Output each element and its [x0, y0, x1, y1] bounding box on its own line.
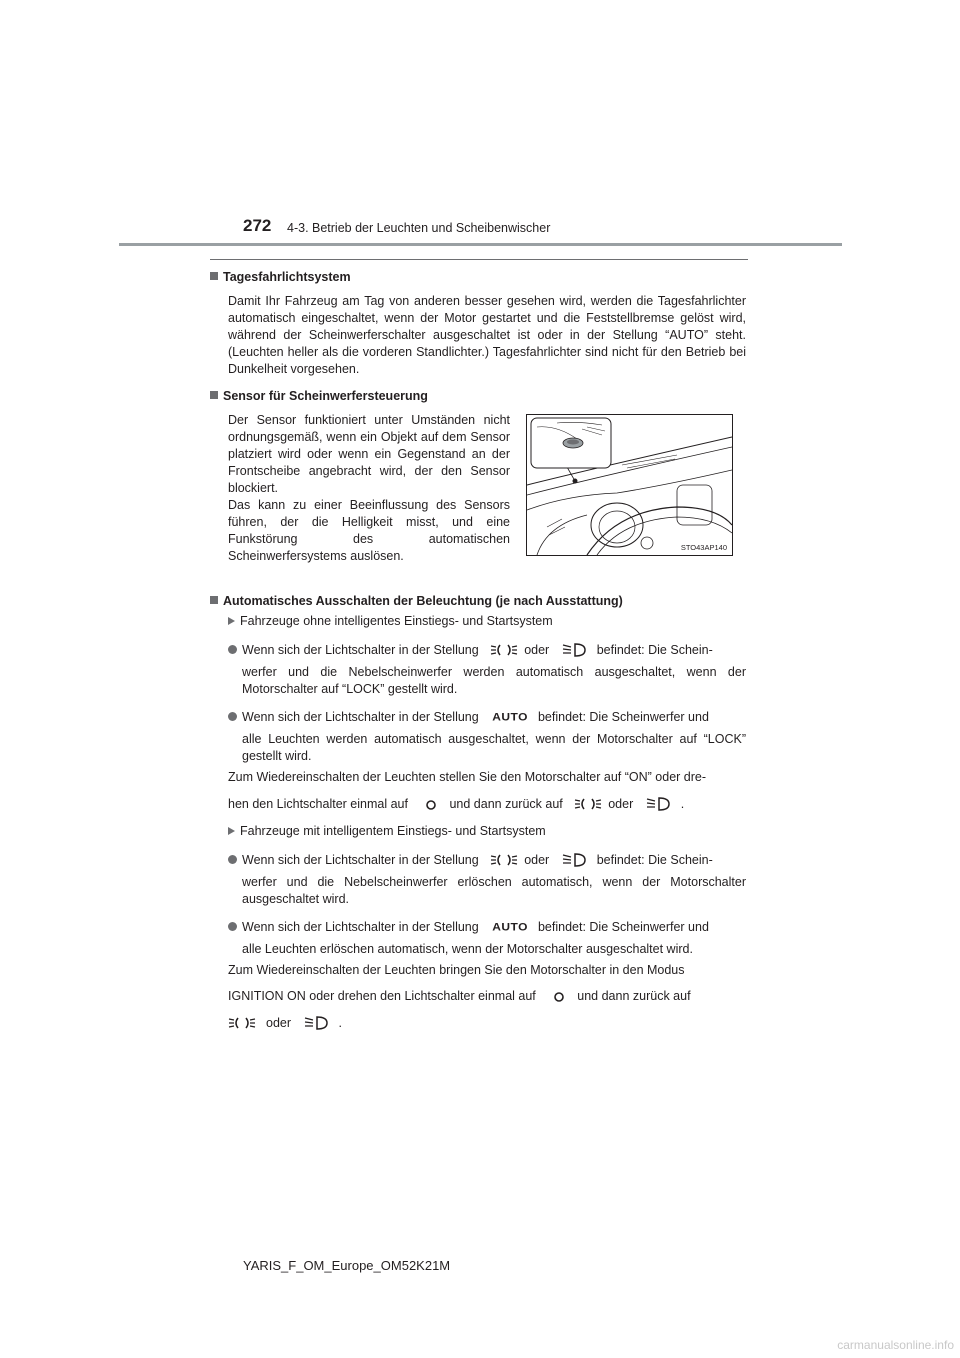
headlight-icon: [561, 643, 587, 660]
without-smart-bullet1-line: Wenn sich der Lichtschalter in der Stellung oder befindet: Die Schein-: [228, 643, 713, 660]
auto-symbol: AUTO: [492, 710, 528, 724]
circle-bullet-icon: [228, 645, 237, 654]
with-smart-bullet2-rest: alle Leuchten erlöschen automatisch, wenn der Motorschalter ausgeschaltet wird.: [242, 942, 693, 956]
without-smart-reenable-line2: hen den Lichtschalter einmal auf und dann zurück auf oder .: [228, 797, 684, 814]
triangle-bullet-icon: [228, 827, 235, 835]
with-smart-reenable-line1: Zum Wiedereinschalten der Leuchten bringen Sie den Motorschalter in den Modus: [228, 963, 685, 977]
sensor-text: Der Sensor funktioniert unter Umständen nicht ordnungsgemäß, wenn ein Objekt auf dem Sensor platziert wird oder wenn ein Gegenstand an der Frontscheibe angebracht wird, der den Sensor blockiert. Das kann zu einer Beeinflussung des Sensors führen, der die Helligkeit misst, und eine Funkstörung des automatischen Scheinwerfersystems auslösen.: [228, 413, 510, 563]
dashboard-sensor-illustration: [526, 414, 733, 556]
without-smart-title: Fahrzeuge ohne intelligentes Einstiegs- und Startsystem: [228, 614, 553, 628]
circle-bullet-icon: [228, 855, 237, 864]
square-bullet-icon: [210, 391, 218, 399]
auto-symbol: AUTO: [492, 920, 528, 934]
headlight-icon: [645, 797, 671, 814]
with-smart-title: Fahrzeuge mit intelligentem Einstiegs- und Startsystem: [228, 824, 546, 838]
square-bullet-icon: [210, 272, 218, 280]
section-title: 4-3. Betrieb der Leuchten und Scheibenwischer: [287, 221, 551, 235]
square-bullet-icon: [210, 596, 218, 604]
figure-label: STO43AP140: [680, 543, 727, 552]
tail-lights-icon: [574, 797, 602, 814]
with-smart-bullet2-line: Wenn sich der Lichtschalter in der Stellung AUTO befindet: Die Scheinwerfer und: [228, 920, 709, 934]
tail-lights-icon: [490, 643, 518, 660]
with-smart-bullet1-rest: werfer und die Nebelscheinwerfer erlöschen automatisch, wenn der Motorschalter ausgeschaltet wird.: [242, 875, 746, 906]
section-divider: [210, 259, 748, 260]
tail-lights-icon: [490, 853, 518, 870]
triangle-bullet-icon: [228, 617, 235, 625]
with-smart-reenable-line3: oder .: [228, 1016, 342, 1033]
circle-bullet-icon: [228, 922, 237, 931]
headlight-icon: [561, 853, 587, 870]
circle-bullet-icon: [228, 712, 237, 721]
tail-lights-icon: [228, 1016, 256, 1033]
page-number: 272: [243, 216, 272, 235]
headlight-icon: [303, 1016, 329, 1033]
drl-heading: Tagesfahrlichtsystem: [210, 270, 351, 284]
auto-off-heading: Automatisches Ausschalten der Beleuchtung (je nach Ausstattung): [210, 594, 623, 608]
sensor-heading: Sensor für Scheinwerfersteuerung: [210, 389, 428, 403]
dashboard-drawing: [527, 415, 732, 555]
model-code: YARIS_F_OM_Europe_OM52K21M: [243, 1258, 451, 1273]
drl-text: Damit Ihr Fahrzeug am Tag von anderen besser gesehen wird, werden die Tagesfahrlichter automatisch eingeschaltet, wenn der Motor gestartet und die Feststellbremse gelöst wird, während der Scheinwerferschalter ausgeschaltet ist oder in der Stellung “AUTO” steht. (Leuchten heller als die vorderen Standlichter.) Tagesfahrlichter sind nicht für den Betrieb bei Dunkelheit vorgesehen.: [228, 294, 746, 376]
with-smart-bullet1-line: Wenn sich der Lichtschalter in der Stellung oder befindet: Die Schein-: [228, 853, 713, 870]
without-smart-bullet2-rest: alle Leuchten werden automatisch ausgeschaltet, wenn der Motorschalter auf “LOCK” gestellt wird.: [242, 732, 746, 763]
without-smart-bullet1-rest: werfer und die Nebelscheinwerfer werden automatisch ausgeschaltet, wenn der Motorschalter auf “LOCK” gestellt wird.: [242, 665, 746, 696]
without-smart-reenable-line1: Zum Wiedereinschalten der Leuchten stellen Sie den Motorschalter auf “ON” oder dre-: [228, 770, 707, 784]
header-rule: [119, 243, 842, 246]
off-position-icon: [425, 799, 437, 814]
off-position-icon: [553, 991, 565, 1006]
with-smart-reenable-line2: IGNITION ON oder drehen den Lichtschalter einmal auf und dann zurück auf: [228, 989, 746, 1006]
without-smart-bullet2-line: Wenn sich der Lichtschalter in der Stellung AUTO befindet: Die Scheinwerfer und: [228, 710, 709, 724]
watermark: carmanualsonline.info: [837, 1338, 954, 1352]
